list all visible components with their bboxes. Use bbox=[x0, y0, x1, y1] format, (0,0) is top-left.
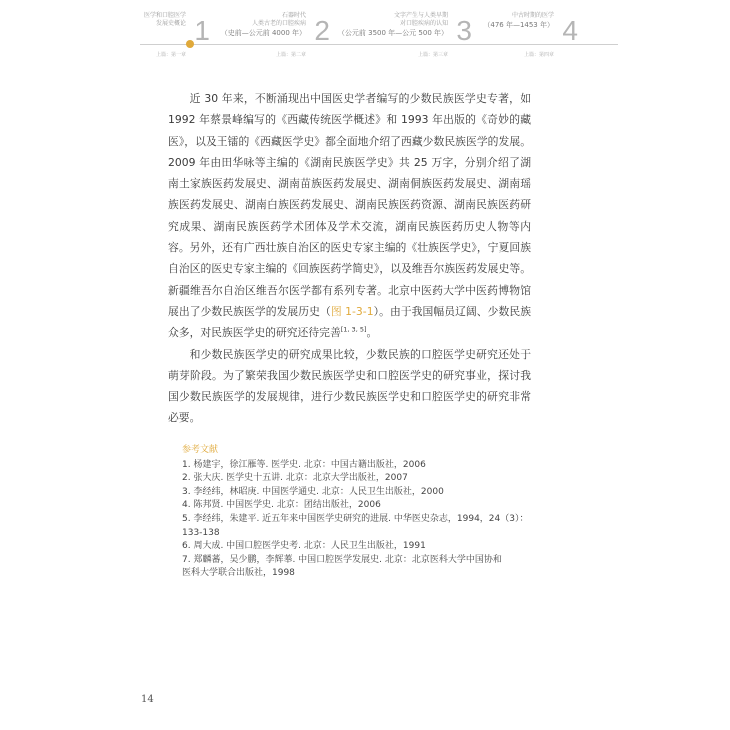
reference-item: 1. 杨建宇，徐江雁等. 医学史. 北京：中国古籍出版社，2006 bbox=[182, 459, 426, 470]
reference-item: 2. 张大庆. 医学史十五讲. 北京：北京大学出版社，2007 bbox=[182, 473, 408, 484]
page-number: 14 bbox=[141, 694, 154, 705]
reference-item: 6. 周大成. 中国口腔医学史考. 北京：人民卫生出版社，1991 bbox=[182, 541, 426, 552]
references-section bbox=[182, 444, 532, 581]
chapter-number: 3 bbox=[456, 15, 472, 46]
chapter-sub: 上篇：第二章 bbox=[275, 52, 306, 58]
chapter-timeline-header bbox=[0, 0, 730, 70]
chapter-number: 2 bbox=[314, 15, 330, 46]
paragraph-1: 近 30 年来，不断涌现出中国医史学者编写的少数民族医学史专著，如 1992 年蔡景峰编写的《西藏传统医学概述》和 1993 年出版的《奇妙的藏医》，以及王镭的《西藏医学史》都全面地介绍了西藏少数民族医学的发展。2009 年由田华咏等主编的《湖南民族医学史》共 25 万字，分别介绍了湖南土家族医药发展史、湖南苗族医药发展史、湖南侗族医药发展史、湖南瑶族医药发展史、湖南白族医药发展史、湖南民族医药资源、湖南民族医药研究成果、湖南民族医药学术团体及学术交流，湖南民族医药历史人物等内容。另外，还有广西壮族自治区的医史专家主编的《壮族医学史》，宁夏回族自治区的医史专家主编的《回族医药学简史》，以及维吾尔族医药发展史等。新疆维吾尔自治区维吾尔医学都有系列专著。北京中医药大学中医药博物馆展出了少数民族医学的发展历史（图 1-3-1）。由于我国幅员辽阔、少数民族众多，对民族医学史的研究还待完善[1, 3, 5]。 bbox=[168, 92, 531, 340]
citation-marker[interactable]: [1, 3, 5] bbox=[340, 325, 367, 334]
chapter-topic: 石器时代 人类古老的口腔疾病 （史前—公元前 4000 年） bbox=[220, 12, 306, 37]
reference-item: 5. 李经纬，朱建平. 近五年来中国医学史研究的进展. 中华医史杂志，1994，24（3）： bbox=[182, 513, 529, 524]
chapter-number: 4 bbox=[562, 15, 578, 46]
references-title: 参考文献 bbox=[182, 445, 219, 455]
chapter-number: 1 bbox=[194, 15, 210, 46]
reference-item: 7. 郑麟蕃，吴少鹏，李辉菶. 中国口腔医学发展史. 北京：北京医科大学中国协和 bbox=[182, 554, 502, 565]
reference-item-continuation: 133-138 bbox=[182, 527, 220, 538]
paragraph-2: 和少数民族医学史的研究成果比较，少数民族的口腔医学史研究还处于萌芽阶段。为了繁荣我国少数民族医学史和口腔医学史的研究事业，探讨我国少数民族医学的发展规律，进行少数民族医学史和口腔医学史的研究非常必要。 bbox=[168, 347, 531, 425]
figure-reference-link[interactable]: 图 1-3-1 bbox=[330, 304, 374, 318]
reference-item: 3. 李经纬，林昭庚. 中国医学通史. 北京：人民卫生出版社，2000 bbox=[182, 486, 444, 497]
chapter-topic: 中古时期的医学 （476 年—1453 年） bbox=[483, 12, 554, 29]
reference-item-continuation: 医科大学联合出版社，1998 bbox=[182, 568, 295, 579]
chapter-sub: 上篇：第三章 bbox=[417, 52, 448, 58]
main-body-text bbox=[168, 88, 531, 429]
chapter-marker-4[interactable] bbox=[408, 10, 578, 60]
chapter-topic: 医学和口腔医学 发展史概论 bbox=[143, 12, 186, 27]
chapter-sub: 上篇：第一章 bbox=[155, 52, 186, 58]
reference-item: 4. 陈邦贤. 中国医学史. 北京：团结出版社，2006 bbox=[182, 500, 381, 511]
chapter-topic: 文字产生与人类早期 对口腔疾病的认知 （公元前 3500 年—公元 500 年） bbox=[337, 12, 448, 37]
chapter-sub: 上篇：第四章 bbox=[523, 52, 554, 58]
